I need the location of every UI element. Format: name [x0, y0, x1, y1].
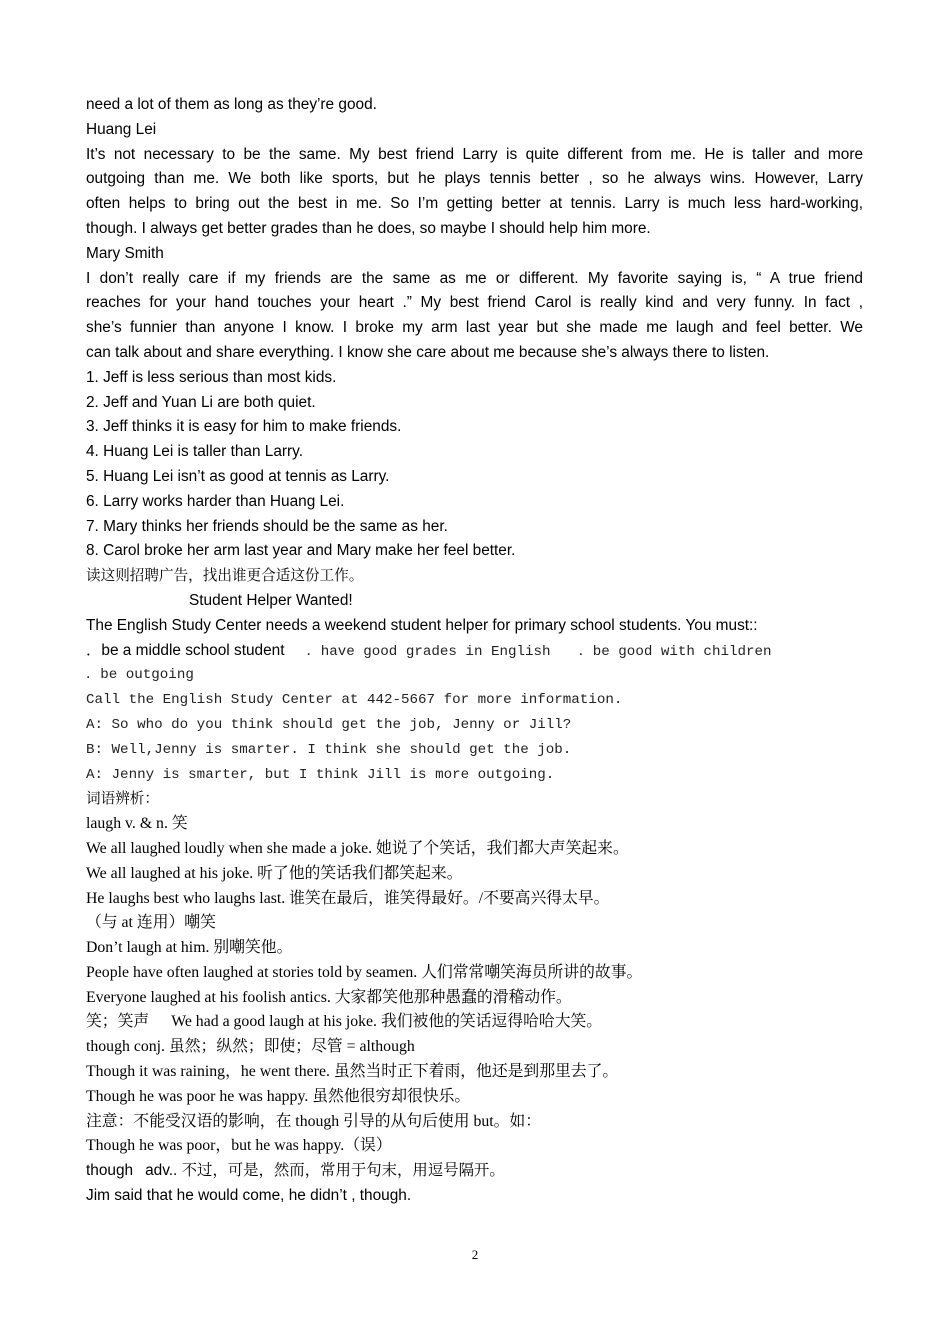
vocab-line: People have often laughed at stories told by seamen. 人们常常嘲笑海员所讲的故事。: [86, 963, 643, 981]
text-line: though. I always get better grades than he does, so maybe I should help him more.: [86, 219, 651, 237]
page-number: 2: [471, 1247, 479, 1262]
dialogue-line: A: So who do you think should get the job, Jenny or Jill?: [86, 716, 572, 733]
vocab-sense: adv.. 不过，可是，然而，常用于句末，用逗号隔开。: [145, 1162, 505, 1180]
vocab-line: 注意：不能受汉语的影响，在 though 引导的从句后使用 but。如：: [86, 1112, 542, 1130]
ad-title: Student Helper Wanted!: [189, 591, 353, 609]
requirement-item: ．be outgoing: [86, 667, 194, 684]
vocab-line: Jim said that he would come, he didn’t , though.: [86, 1187, 412, 1205]
dialogue-line: A: Jenny is smarter, but I think Jill is more outgoing.: [86, 766, 555, 783]
vocab-heading: 词语辨析：: [86, 790, 159, 808]
text-line: It’s not necessary to be the same. My best friend Larry is quite different from me. He is taller and more: [86, 145, 863, 163]
author-heading-huang-lei: Huang Lei: [86, 120, 157, 138]
vocab-sense: 笑；笑声: [86, 1013, 150, 1031]
text-line: outgoing than me. We both like sports, but he plays tennis better , so he always wins. However, Larry: [86, 170, 863, 188]
ad-body: The English Study Center needs a weekend student helper for primary school students. You must::: [86, 616, 758, 634]
ad-intro: 读这则招聘广告，找出谁更合适这份工作。: [86, 567, 364, 585]
question-item: 7. Mary thinks her friends should be the same as her.: [86, 517, 448, 535]
vocab-line: （与 at 连用）嘲笑: [86, 914, 216, 932]
dialogue-line: B: Well,Jenny is smarter. I think she should get the job.: [86, 741, 572, 758]
vocab-line: We all laughed loudly when she made a joke. 她说了个笑话，我们都大声笑起来。: [86, 839, 629, 857]
question-item: 6. Larry works harder than Huang Lei.: [86, 492, 345, 510]
question-item: 2. Jeff and Yuan Li are both quiet.: [86, 393, 316, 411]
contact-line: Call the English Study Center at 442-5667 for more information.: [86, 692, 623, 709]
vocab-line: Don’t laugh at him. 别嘲笑他。: [86, 939, 293, 957]
author-heading-mary-smith: Mary Smith: [86, 244, 164, 262]
requirement-item: ．be good with children: [578, 643, 772, 660]
text-line: can talk about and share everything. I know she care about me because she’s always there to listen.: [86, 343, 770, 361]
text-line: she’s funnier than anyone I know. I broke my arm last year but she made me laugh and feel better. We: [86, 319, 863, 337]
vocab-line: Though he was poor，but he was happy.（误）: [86, 1137, 392, 1155]
vocab-line: Though he was poor he was happy. 虽然他很穷却很快乐。: [86, 1087, 471, 1105]
text-line: reaches for your hand touches your heart .” My best friend Carol is really kind and very funny. In fact ,: [86, 294, 863, 312]
text-line: I don’t really care if my friends are the same as me or different. My favorite saying is, “ A true friend: [86, 269, 863, 287]
vocab-line: [86, 1010, 863, 1035]
vocab-example: We had a good laugh at his joke. 我们被他的笑话逗得哈哈大笑。: [171, 1013, 603, 1031]
question-item: 3. Jeff thinks it is easy for him to make friends.: [86, 418, 402, 436]
vocab-line: Though it was raining，he went there. 虽然当时正下着雨，他还是到那里去了。: [86, 1063, 619, 1081]
vocab-line: We all laughed at his joke. 听了他的笑话我们都笑起来。: [86, 864, 463, 882]
vocab-line: Everyone laughed at his foolish antics. 大家都笑他那种愚蠢的滑稽动作。: [86, 988, 572, 1006]
requirement-item: ．have good grades in English: [306, 643, 551, 660]
requirement-item: ．be a middle school student: [86, 641, 285, 659]
page-content: [86, 93, 863, 1209]
question-item: 8. Carol broke her arm last year and Mary make her feel better.: [86, 542, 516, 560]
requirements-row: [86, 639, 863, 664]
vocab-line: though conj. 虽然；纵然；即使；尽管 = although: [86, 1038, 415, 1056]
vocab-line: [86, 1159, 863, 1184]
vocab-line: laugh v. & n. 笑: [86, 815, 188, 833]
question-item: 4. Huang Lei is taller than Larry.: [86, 443, 304, 461]
vocab-line: He laughs best who laughs last. 谁笑在最后，谁笑得最好。/不要高兴得太早。: [86, 889, 610, 907]
text-line: need a lot of them as long as they’re good.: [86, 96, 377, 113]
question-item: 1. Jeff is less serious than most kids.: [86, 368, 337, 386]
vocab-word: though: [86, 1162, 134, 1180]
text-line: often helps to bring out the best in me. So I’m getting better at tennis. Larry is much less hard-working,: [86, 195, 863, 213]
question-item: 5. Huang Lei isn’t as good at tennis as Larry.: [86, 467, 390, 485]
